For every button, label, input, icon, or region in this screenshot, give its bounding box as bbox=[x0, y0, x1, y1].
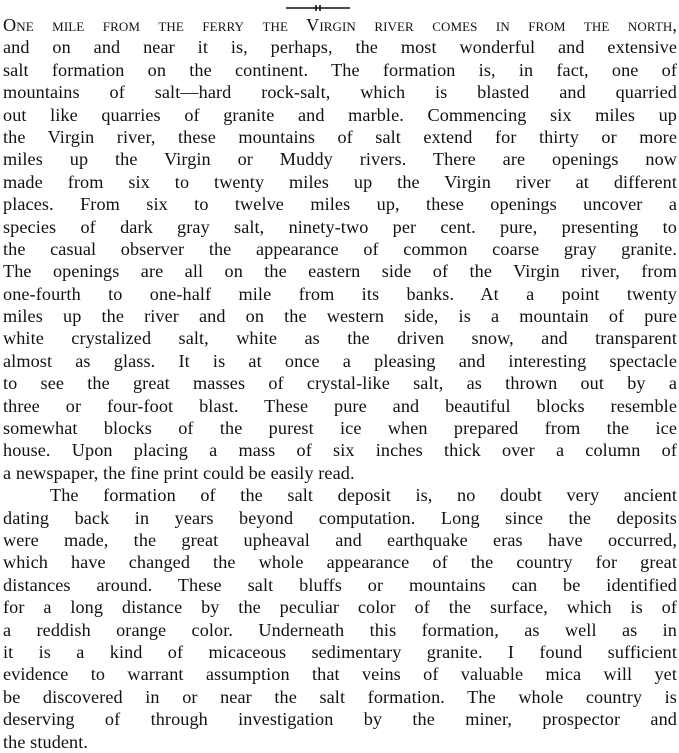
text-line: almost as glass. It is at once a pleasing and interesting spectacle bbox=[3, 350, 677, 371]
text-line: somewhat blocks of the purest ice when prepared from the ice bbox=[3, 418, 677, 439]
text-line: evidence to warrant assumption that veins of valuable mica will yet bbox=[3, 664, 677, 685]
text-line: be discovered in or near the salt formation. The whole country is bbox=[3, 686, 677, 707]
text-line: The openings are all on the eastern side of the Virgin river, from bbox=[3, 261, 677, 282]
text-line: for a long distance by the peculiar color of the surface, which is of bbox=[3, 597, 677, 618]
text-line: out like quarries of granite and marble. Commencing six miles up bbox=[3, 104, 677, 125]
divider-rule-icon bbox=[286, 5, 350, 11]
text-line: the Virgin river, these mountains of salt extend for thirty or more bbox=[3, 126, 677, 147]
text-line: species of dark gray salt, ninety-two per cent. pure, presenting to bbox=[3, 216, 677, 237]
text-line: dating back in years beyond computation. Long since the deposits bbox=[3, 507, 677, 528]
text-line: were made, the great upheaval and earthquake eras have occurred, bbox=[3, 529, 677, 550]
text-line: mountains of salt—hard rock-salt, which is blasted and quarried bbox=[3, 82, 677, 103]
text-line: deserving of through investigation by the miner, prospector and bbox=[3, 709, 677, 730]
text-line: one-fourth to one-half mile from its banks. At a point twenty bbox=[3, 283, 677, 304]
text-line: a newspaper, the fine print could be easily read. bbox=[3, 462, 355, 483]
text-line: to see the great masses of crystal-like salt, as thrown out by a bbox=[3, 373, 677, 394]
text-line: and on and near it is, perhaps, the most wonderful and extensive bbox=[3, 37, 677, 58]
paragraph-1 bbox=[3, 14, 677, 484]
text-line: the student. bbox=[3, 731, 89, 752]
text-line: the casual observer the appearance of common coarse gray granite. bbox=[3, 238, 677, 259]
text-line: miles up the Virgin or Muddy rivers. There are openings now bbox=[3, 149, 677, 170]
text-line: white crystalized salt, white as the driven snow, and transparent bbox=[3, 328, 677, 349]
text-line: The formation of the salt deposit is, no doubt very ancient bbox=[50, 485, 677, 506]
text-line: salt formation on the continent. The formation is, in fact, one of bbox=[3, 59, 677, 80]
text-line: it is a kind of micaceous sedimentary granite. I found sufficient bbox=[3, 641, 677, 662]
text-line: a reddish orange color. Underneath this formation, as well as in bbox=[3, 619, 677, 640]
article-body bbox=[3, 14, 677, 753]
text-line: three or four-foot blast. These pure and beautiful blocks resemble bbox=[3, 395, 677, 416]
text-line: which have changed the whole appearance of the country for great bbox=[3, 552, 677, 573]
section-divider-ornament bbox=[286, 5, 350, 11]
paragraph-2 bbox=[3, 484, 677, 753]
text-line: house. Upon placing a mass of six inches thick over a column of bbox=[3, 440, 677, 461]
text-line: places. From six to twelve miles up, these openings uncover a bbox=[3, 194, 677, 215]
text-line: distances around. These salt bluffs or mountains can be identified bbox=[3, 574, 677, 595]
text-line: One mile from the ferry the Virgin river comes in from the north, bbox=[3, 15, 677, 35]
text-line: miles up the river and on the western side, is a mountain of pure bbox=[3, 306, 677, 327]
text-line: made from six to twenty miles up the Virgin river at different bbox=[3, 171, 677, 192]
